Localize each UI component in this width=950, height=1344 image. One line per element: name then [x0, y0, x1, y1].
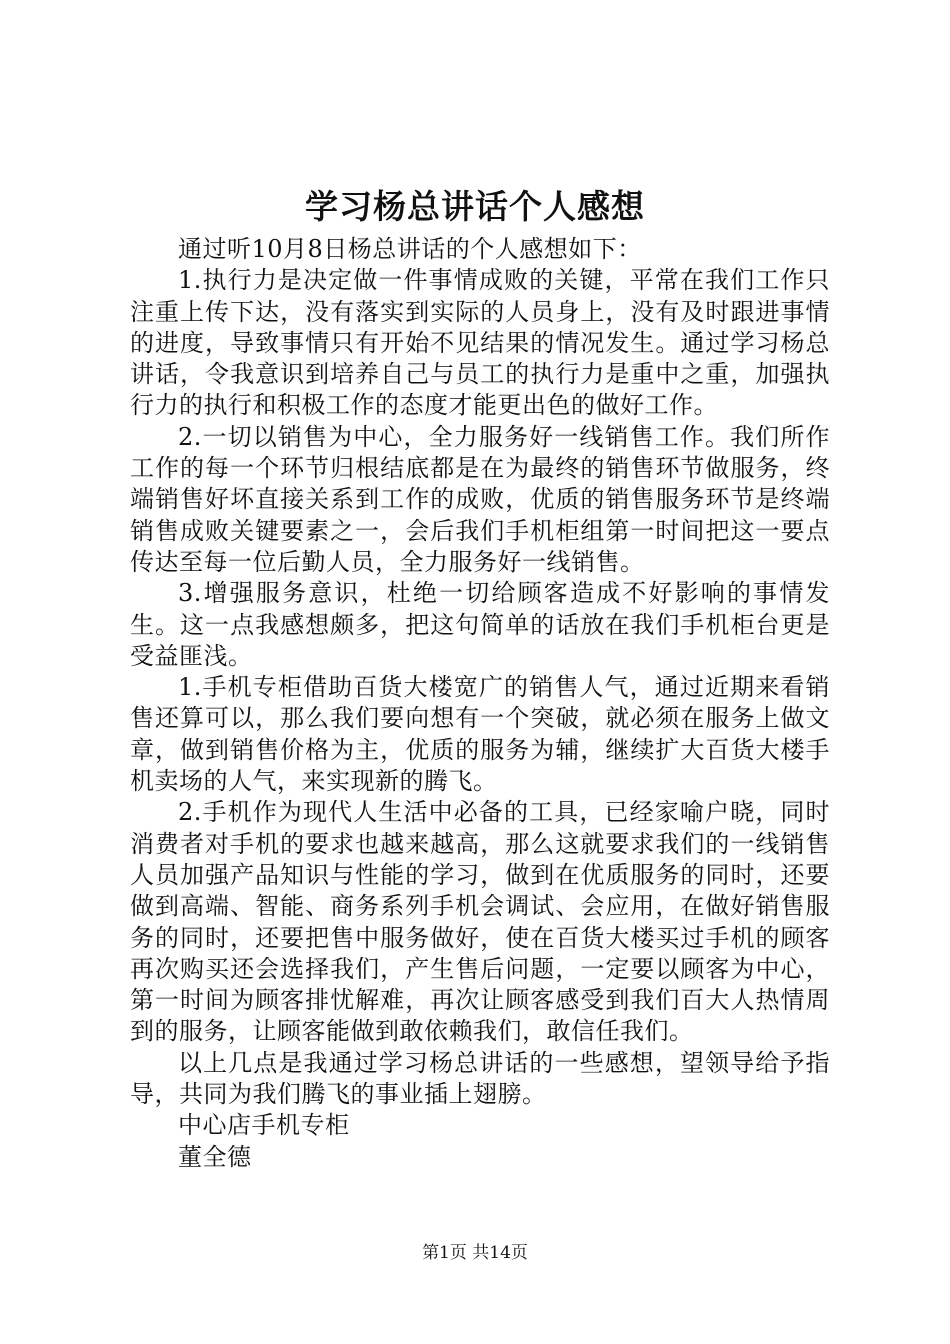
page-number-footer: 第1页 共14页	[422, 1243, 528, 1263]
signature-name: 董全德	[178, 1142, 252, 1171]
document-body	[130, 234, 830, 1173]
paragraph-point-2: 2.一切以销售为中心，全力服务好一线销售工作。我们所作工作的每一个环节归根结底都是在为最终的销售环节做服务，终端销售好坏直接关系到工作的成败，优质的销售服务环节是终端销售成败关键要素之一，会后我们手机柜组第一时间把这一要点传达至每一位后勤人员，全力服务好一线销售。	[130, 422, 830, 576]
paragraph-point-3: 3.增强服务意识，杜绝一切给顾客造成不好影响的事情发生。这一点我感想颇多，把这句简单的话放在我们手机柜台更是受益匪浅。	[130, 579, 830, 670]
paragraph-subpoint-1: 1.手机专柜借助百货大楼宽广的销售人气，通过近期来看销售还算可以，那么我们要向想有一个突破，就必须在服务上做文章，做到销售价格为主，优质的服务为辅，继续扩大百货大楼手机卖场的人气，来实现新的腾飞。	[130, 673, 830, 796]
paragraph-intro: 通过听10月8日杨总讲话的个人感想如下：	[178, 235, 642, 263]
paragraph-subpoint-2: 2.手机作为现代人生活中必备的工具，已经家喻户晓，同时消费者对手机的要求也越来越高，那么这就要求我们的一线销售人员加强产品知识与性能的学习，做到在优质服务的同时，还要做到高端、智能、商务系列手机会调试、会应用，在做好销售服务的同时，还要把售中服务做好，使在百货大楼买过手机的顾客再次购买还会选择我们，产生售后问题，一定要以顾客为中心，第一时间为顾客排忧解难，再次让顾客感受到我们百大人热情周到的服务，让顾客能做到敢依赖我们，敢信任我们。	[130, 798, 830, 1046]
paragraph-conclusion: 以上几点是我通过学习杨总讲话的一些感想，望领导给予指导，共同为我们腾飞的事业插上翅膀。	[130, 1048, 830, 1109]
paragraph-point-1: 1.执行力是决定做一件事情成败的关键，平常在我们工作只注重上传下达，没有落实到实际的人员身上，没有及时跟进事情的进度，导致事情只有开始不见结果的情况发生。通过学习杨总讲话，令我意识到培养自己与员工的执行力是重中之重，加强执行力的执行和积极工作的态度才能更出色的做好工作。	[130, 266, 830, 420]
document-title: 学习杨总讲话个人感想	[305, 187, 645, 226]
signature-department: 中心店手机专柜	[178, 1111, 350, 1140]
